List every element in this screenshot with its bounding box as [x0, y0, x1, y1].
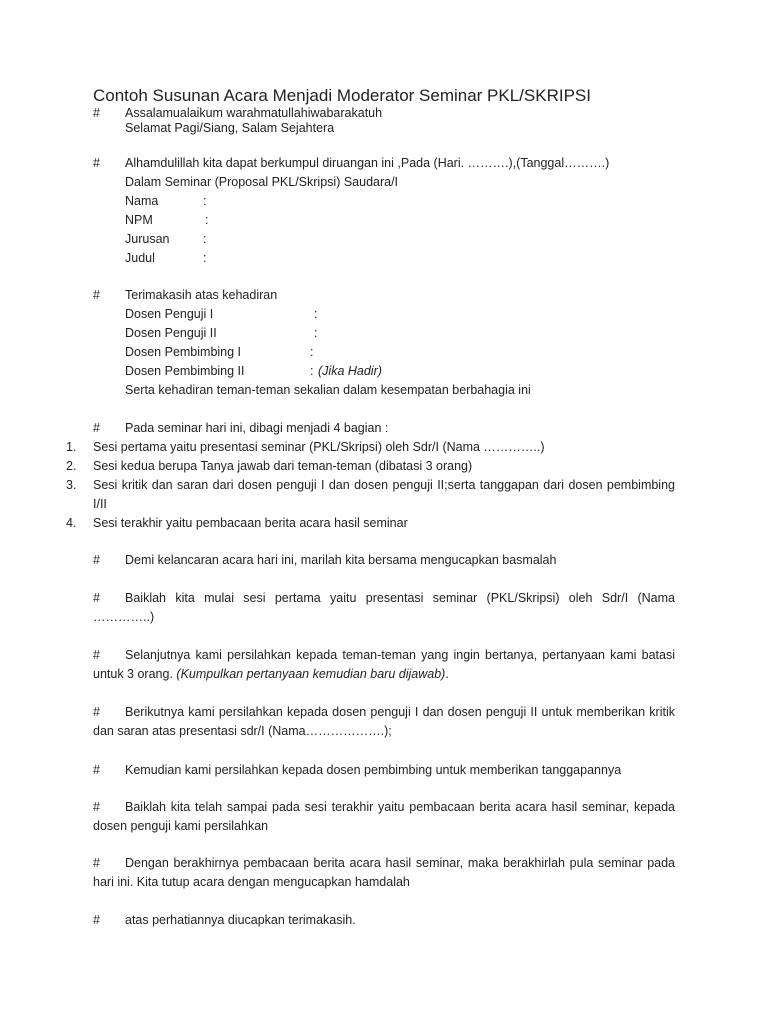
list-number: 1. — [66, 440, 77, 454]
paragraph-mulai — [93, 589, 675, 627]
list-number: 3. — [66, 478, 77, 492]
supervisor-colon: : — [310, 364, 314, 378]
bullet-hash: # — [93, 913, 100, 927]
examiner-label: Dosen Penguji I — [125, 307, 214, 321]
bullet-hash: # — [93, 763, 100, 777]
bullet-hash: # — [93, 553, 100, 567]
field-label: Nama — [125, 194, 159, 208]
thanks-intro: Terimakasih atas kehadiran — [125, 288, 278, 302]
field-colon: : — [203, 251, 207, 265]
paragraph-kritik-text: Berikutnya kami persilahkan kepada dosen penguji I dan dosen penguji II untuk memberikan kritik dan saran atas presentasi sdr/I (Nama……………….); — [93, 705, 675, 738]
paragraph-kritik — [93, 703, 675, 741]
paragraph-terimakasih: atas perhatiannya diucapkan terimakasih. — [125, 913, 356, 927]
field-colon: : — [205, 213, 209, 227]
field-label: Judul — [125, 251, 155, 265]
list-number: 2. — [66, 459, 77, 473]
list-item: Sesi pertama yaitu presentasi seminar (PKL/Skripsi) oleh Sdr/I (Nama …………..) — [93, 440, 545, 454]
greeting-line-1: Assalamualaikum warahmatullahiwabarakatuh — [125, 106, 383, 120]
paragraph-basmalah: Demi kelancaran acara hari ini, marilah kita bersama mengucapkan basmalah — [125, 553, 557, 567]
bullet-hash: # — [93, 648, 100, 662]
bullet-hash: # — [93, 156, 100, 170]
bullet-hash: # — [93, 288, 100, 302]
greeting-line-2: Selamat Pagi/Siang, Salam Sejahtera — [125, 121, 335, 135]
page-title: Contoh Susunan Acara Menjadi Moderator Seminar PKL/SKRIPSI — [93, 86, 591, 105]
bullet-hash: # — [93, 856, 100, 870]
supervisor-note: (Jika Hadir) — [318, 364, 382, 378]
field-label: NPM — [125, 213, 153, 227]
paragraph-berita — [93, 798, 675, 836]
paragraph-tanya-note: (Kumpulkan pertanyaan kemudian baru dijawab) — [176, 667, 446, 681]
bullet-hash: # — [93, 800, 100, 814]
bullet-hash: # — [93, 591, 100, 605]
paragraph-hamdalah — [93, 854, 675, 892]
paragraph-mulai-text: Baiklah kita mulai sesi pertama yaitu presentasi seminar (PKL/Skripsi) oleh Sdr/I (Nama …………..) — [93, 591, 675, 624]
supervisor-label: Dosen Pembimbing I — [125, 345, 242, 359]
paragraph-tanya — [93, 646, 675, 684]
list-item: Sesi kritik dan saran dari dosen penguji I dan dosen penguji II;serta tanggapan dari dosen pembimbing I/II — [93, 478, 675, 511]
opening-line-2: Dalam Seminar (Proposal PKL/Skripsi) Saudara/I — [125, 175, 399, 189]
paragraph-tanya-end: . — [445, 667, 449, 681]
bullet-hash: # — [93, 106, 100, 120]
list-number: 4. — [66, 516, 77, 530]
bullet-hash: # — [93, 705, 100, 719]
examiner-colon: : — [314, 326, 318, 340]
paragraph-tanya-text: Selanjutnya kami persilahkan kepada teman-teman yang ingin bertanya, pertanyaan kami batasi untuk 3 orang. — [93, 648, 675, 681]
list-item: Sesi kedua berupa Tanya jawab dari teman-teman (dibatasi 3 orang) — [93, 459, 473, 473]
supervisor-label: Dosen Pembimbing II — [125, 364, 245, 378]
paragraph-berita-text: Baiklah kita telah sampai pada sesi terakhir yaitu pembacaan berita acara hasil seminar, kepada dosen penguji kami persilahkan — [93, 800, 675, 833]
bullet-hash: # — [93, 421, 100, 435]
list-item: Sesi terakhir yaitu pembacaan berita acara hasil seminar — [93, 516, 408, 530]
sessions-intro: Pada seminar hari ini, dibagi menjadi 4 bagian : — [125, 421, 389, 435]
examiner-colon: : — [314, 307, 318, 321]
thanks-closing: Serta kehadiran teman-teman sekalian dalam kesempatan berbahagia ini — [125, 383, 531, 397]
supervisor-colon: : — [310, 345, 314, 359]
paragraph-tanggapan: Kemudian kami persilahkan kepada dosen pembimbing untuk memberikan tanggapannya — [125, 763, 622, 777]
paragraph-hamdalah-text: Dengan berakhirnya pembacaan berita acara hasil seminar, maka berakhirlah pula seminar pada hari ini. Kita tutup acara dengan mengucapkan hamdalah — [93, 856, 675, 889]
examiner-label: Dosen Penguji II — [125, 326, 217, 340]
field-label: Jurusan — [125, 232, 170, 246]
opening-line-1: Alhamdulillah kita dapat berkumpul diruangan ini ,Pada (Hari. ……….),(Tanggal……….) — [125, 156, 610, 170]
field-colon: : — [203, 194, 207, 208]
field-colon: : — [203, 232, 207, 246]
